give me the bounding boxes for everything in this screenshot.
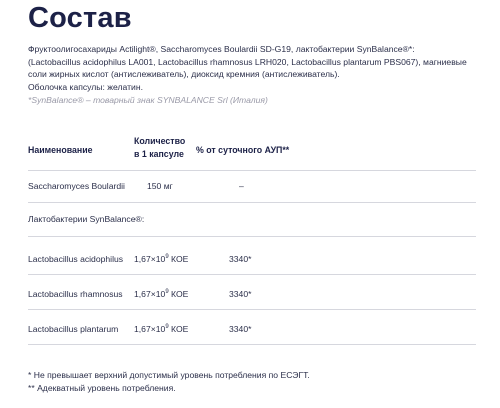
row-4-quantity-exp: 9 [165, 324, 169, 331]
row-4-name: Lactobacillus plantarum [28, 324, 119, 334]
footnote-2: ** Адекватный уровень потребления. [28, 383, 176, 393]
row-2-quantity [134, 254, 188, 264]
row-2-quantity-unit: КОЕ [168, 254, 189, 264]
composition-line-4: Оболочка капсулы: желатин. [28, 82, 143, 93]
row-2-name: Lactobacillus acidophilus [28, 254, 124, 264]
page-title: Состав [28, 2, 132, 34]
row-1-quantity: 150 мг [147, 181, 173, 191]
row-4-percent: 3340* [229, 324, 252, 334]
row-2-percent: 3340* [229, 254, 252, 264]
divider [28, 274, 476, 275]
row-1-percent: – [239, 181, 244, 191]
divider [28, 309, 476, 310]
composition-line-3: соли жирных кислот (антислеживатель), диоксид кремния (антислеживатель). [28, 69, 340, 80]
divider [28, 170, 476, 171]
row-2-quantity-exp: 9 [165, 254, 169, 261]
composition-line-1: Фруктоолигосахариды Actilight®, Saccharomyces Boulardii SD-G19, лактобактерии SynBalance®*: [28, 44, 415, 54]
row-4-quantity-unit: КОЕ [168, 324, 189, 334]
divider [28, 344, 476, 345]
footnote-1: * Не превышает верхний допустимый уровень потребления по ЕСЭГТ. [28, 370, 310, 380]
header-name: Наименование [28, 145, 93, 155]
header-quantity-line-2: в 1 капсуле [134, 148, 184, 159]
row-1-name: Saccharomyces Boulardii [28, 181, 125, 191]
composition-text [28, 43, 476, 107]
header-quantity [134, 135, 185, 160]
row-3-quantity-exp: 9 [165, 289, 169, 296]
row-4-quantity [134, 324, 188, 334]
trademark-note: *SynBalance® – товарный знак SYNBALANCE Srl (Италия) [28, 94, 268, 105]
header-quantity-line-1: Количество [134, 136, 186, 146]
row-3-quantity-unit: КОЕ [168, 289, 189, 299]
divider [28, 202, 476, 203]
row-2-quantity-base: 1,67×10 [134, 254, 166, 264]
divider [28, 236, 476, 237]
table-header [28, 135, 476, 167]
row-3-quantity-base: 1,67×10 [134, 289, 166, 299]
row-3-name: Lactobacillus rhamnosus [28, 289, 123, 299]
composition-line-2: (Lactobacillus acidophilus LA001, Lactobacillus rhamnosus LRH020, Lactobacillus plantarum PBS067), магниевые [28, 56, 467, 67]
row-3-quantity [134, 289, 188, 299]
row-3-percent: 3340* [229, 289, 252, 299]
footnotes [28, 369, 310, 395]
row-4-quantity-base: 1,67×10 [134, 324, 166, 334]
group-label: Лактобактерии SynBalance®: [28, 214, 145, 224]
header-percent: % от суточного АУП** [196, 145, 290, 155]
